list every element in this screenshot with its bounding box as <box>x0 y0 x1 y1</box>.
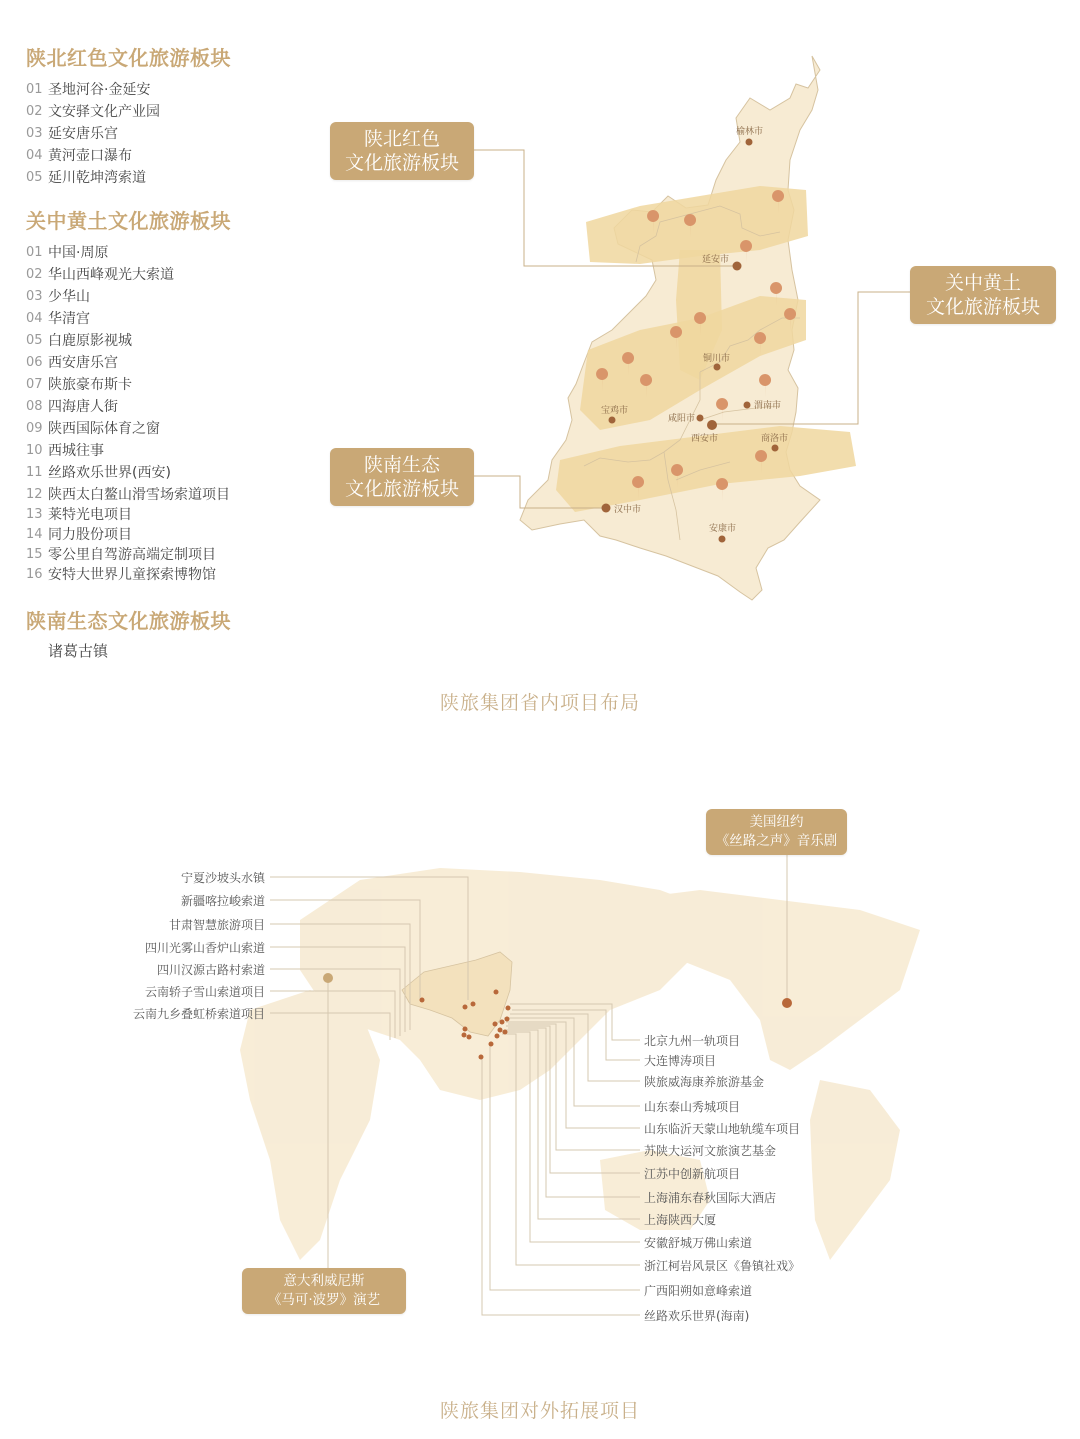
city-label-xianyang: 咸阳市 <box>668 414 696 424</box>
list-item: 14 同力股份项目 <box>26 526 132 543</box>
list-item: 10 西城往事 <box>26 442 104 459</box>
south-section-title: 陕南生态文化旅游板块 <box>26 609 231 633</box>
italy-dot <box>323 973 333 983</box>
city-label-ankang: 安康市 <box>709 524 737 534</box>
world-label-right: 上海浦东春秋国际大酒店 <box>644 1191 777 1205</box>
world-map <box>0 760 1080 1380</box>
list-item: 09 陕西国际体育之窗 <box>26 420 160 437</box>
list-item: 03 延安唐乐宫 <box>26 125 118 142</box>
city-label-weinan: 渭南市 <box>754 401 782 411</box>
world-label-right: 江苏中创新航项目 <box>644 1167 741 1181</box>
list-item: 01 圣地河谷·金延安 <box>26 81 151 98</box>
list-item: 02 文安驿文化产业园 <box>26 103 160 120</box>
list-item: 03 少华山 <box>26 288 90 305</box>
city-label-baoji: 宝鸡市 <box>601 406 629 416</box>
list-item: 01 中国·周原 <box>26 244 109 261</box>
list-item: 16 安特大世界儿童探索博物馆 <box>26 566 216 583</box>
south-region-tag: 陕南生态 文化旅游板块 <box>330 448 474 506</box>
list-item: 12 陕西太白鳌山滑雪场索道项目 <box>26 486 230 503</box>
italy-project-tag: 意大利威尼斯 《马可·波罗》演艺 <box>242 1268 406 1314</box>
world-label-left: 甘肃智慧旅游项目 <box>168 918 265 932</box>
central-section-title: 关中黄土文化旅游板块 <box>26 209 231 233</box>
city-label-xian: 西安市 <box>691 434 719 444</box>
world-label-left: 四川光雾山香炉山索道 <box>144 941 265 955</box>
world-label-left: 新疆喀拉峻索道 <box>180 894 265 908</box>
africa-landmass <box>240 990 380 1260</box>
city-label-shangluo: 商洛市 <box>761 434 789 444</box>
north-region-tag: 陕北红色 文化旅游板块 <box>330 122 474 180</box>
world-caption: 陕旅集团对外拓展项目 <box>439 1400 640 1422</box>
world-label-right: 陕旅威海康养旅游基金 <box>644 1075 765 1089</box>
south-america-landmass <box>810 1080 900 1260</box>
list-item: 11 丝路欢乐世界(西安) <box>26 464 171 481</box>
list-item: 02 华山西峰观光大索道 <box>26 266 174 283</box>
list-item: 15 零公里自驾游高端定制项目 <box>26 546 216 563</box>
world-label-right: 浙江柯岩风景区《鲁镇社戏》 <box>644 1259 801 1273</box>
world-label-left: 宁夏沙坡头水镇 <box>180 871 265 885</box>
world-label-right: 安徽舒城万佛山索道 <box>644 1236 753 1250</box>
north-section-title: 陕北红色文化旅游板块 <box>26 46 231 70</box>
world-label-right: 北京九州一轨项目 <box>644 1034 741 1048</box>
world-label-left: 四川汉源古路村索道 <box>156 963 265 977</box>
province-caption: 陕旅集团省内项目布局 <box>439 692 640 714</box>
world-label-right: 苏陕大运河文旅演艺基金 <box>644 1144 777 1158</box>
list-item: 05 延川乾坤湾索道 <box>26 169 146 186</box>
list-item: 07 陕旅豪布斯卡 <box>26 376 132 393</box>
world-label-left: 云南九乡叠虹桥索道项目 <box>132 1007 265 1021</box>
list-item: 08 四海唐人街 <box>26 398 118 415</box>
world-label-right: 大连博涛项目 <box>644 1054 717 1068</box>
city-label-yulin: 榆林市 <box>736 127 764 137</box>
list-item: 诸葛古镇 <box>48 642 109 660</box>
city-label-yanan: 延安市 <box>702 255 730 265</box>
city-label-tongchuan: 铜川市 <box>703 354 731 364</box>
list-item: 05 白鹿原影视城 <box>26 332 132 349</box>
list-item: 04 黄河壶口瀑布 <box>26 147 132 164</box>
list-item: 13 莱特光电项目 <box>26 506 132 523</box>
world-label-right: 上海陕西大厦 <box>644 1213 717 1227</box>
world-label-right: 山东临沂天蒙山地轨缆车项目 <box>644 1122 801 1136</box>
world-label-right: 山东泰山秀城项目 <box>644 1100 741 1114</box>
list-item: 04 华清宫 <box>26 310 90 327</box>
usa-project-tag: 美国纽约 《丝路之声》音乐剧 <box>706 809 847 855</box>
list-item: 06 西安唐乐宫 <box>26 354 118 371</box>
usa-dot <box>782 998 792 1008</box>
city-label-hanzhong: 汉中市 <box>614 505 642 515</box>
central-region-tag: 关中黄土 文化旅游板块 <box>910 266 1056 324</box>
world-label-left: 云南轿子雪山索道项目 <box>144 985 265 999</box>
world-label-right: 广西阳朔如意峰索道 <box>644 1284 753 1298</box>
world-label-right: 丝路欢乐世界(海南) <box>644 1309 750 1323</box>
